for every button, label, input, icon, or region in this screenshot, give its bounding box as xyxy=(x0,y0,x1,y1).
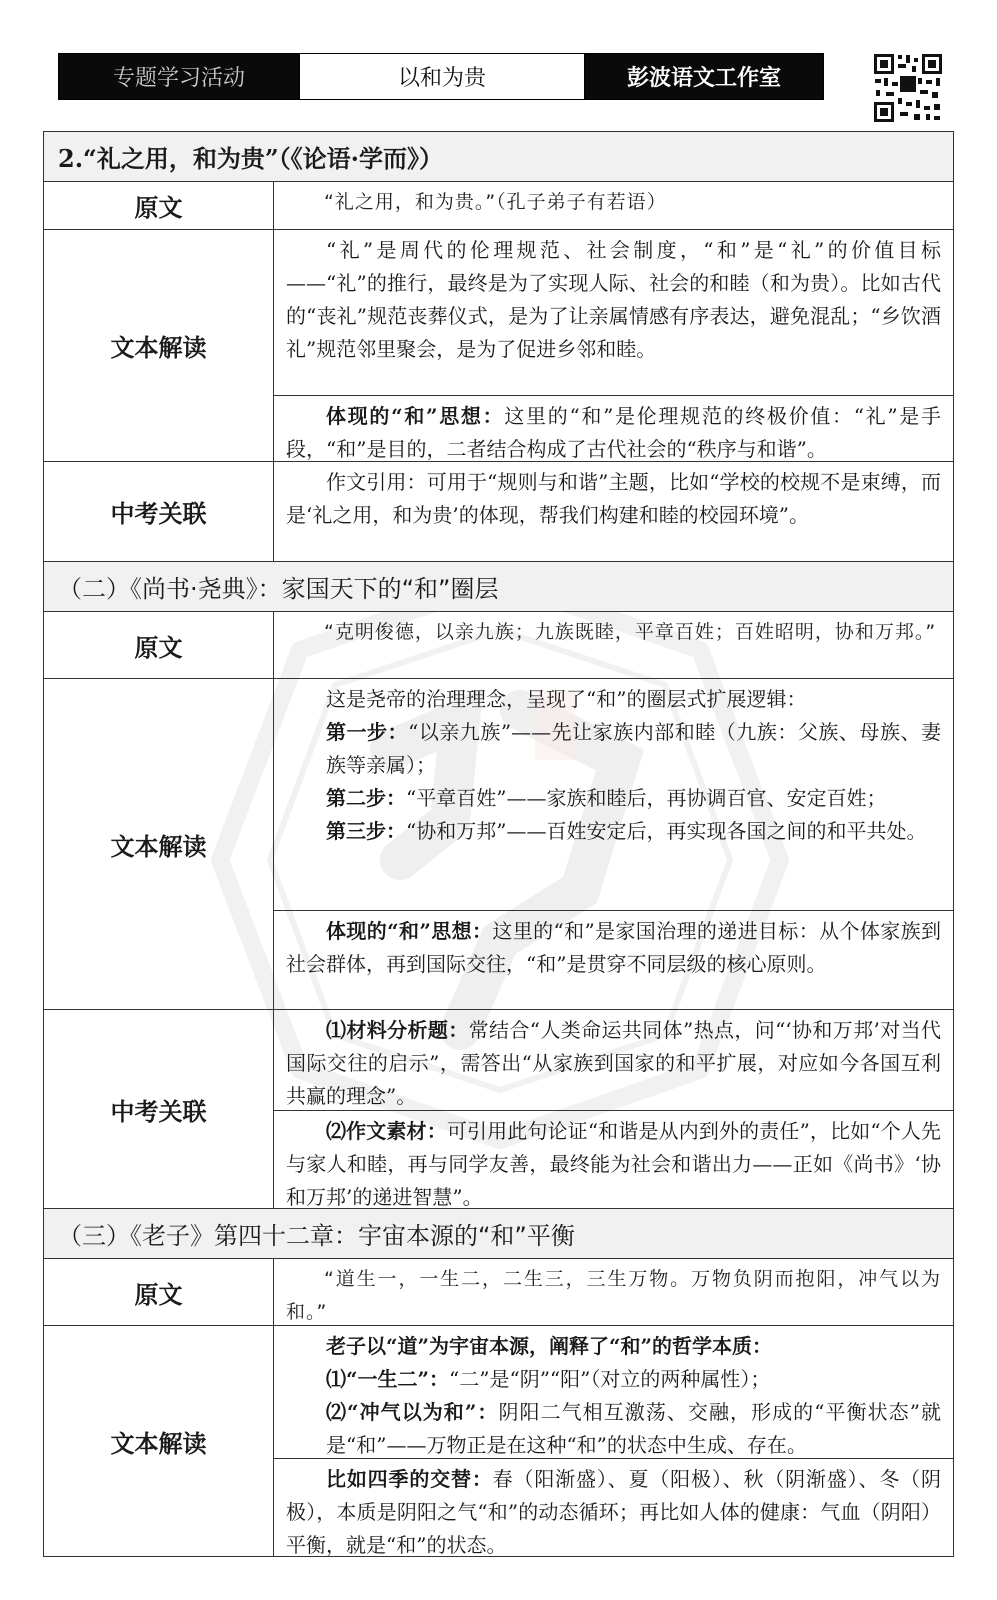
reading-label: 文本解读 xyxy=(44,679,274,1010)
point-1 xyxy=(286,1363,941,1396)
exam-label: 中考关联 xyxy=(44,462,274,562)
reading-intro: 老子以“道”为宇宙本源，阐释了“和”的哲学本质： xyxy=(326,1334,773,1358)
section-lunyu xyxy=(44,182,953,562)
point-1-label: ⑴“一生二”： xyxy=(326,1367,450,1391)
exam-label: 中考关联 xyxy=(44,1010,274,1209)
exam-cell xyxy=(274,462,953,562)
idea-text: 这里的“和”是家国治理的递进目标：从个体家族到社会群体，再到国际交往，“和”是贯穿不同层级的核心原则。 xyxy=(286,919,941,976)
original-cell xyxy=(274,1259,953,1326)
point-2-text: 阴阳二气相互激荡、交融，形成的“平衡状态”就是“和”——万物正是在这种“和”的状态中生成、存在。 xyxy=(326,1400,941,1457)
exam-item-2-label: ⑵作文素材： xyxy=(326,1119,447,1143)
reading-text: “礼”是周代的伦理规范、社会制度，“和”是“礼”的价值目标——“礼”的推行，最终是为了实现人际、社会的和睦（和为贵）。比如古代的“丧礼”规范丧葬仪式，是为了让亲属情感有序表达，避免混乱；“乡饮酒礼”规范邻里聚会，是为了促进乡邻和睦。 xyxy=(286,238,941,361)
example-paragraph xyxy=(274,1458,953,1566)
reading-steps xyxy=(274,679,953,910)
step-1-label: 第一步： xyxy=(326,720,409,744)
exam-item-2 xyxy=(274,1110,953,1218)
header-topic: 专题学习活动 xyxy=(59,54,299,99)
exam-text: 作文引用：可用于“规则与和谐”主题，比如“学校的校规不是束缚，而是‘礼之用，和为贵’的体现，帮我们构建和睦的校园环境”。 xyxy=(286,470,941,527)
original-text: “道生一，一生二，二生三，三生万物。万物负阴而抱阳，冲气以为和。” xyxy=(286,1268,941,1323)
section-title-laozi: （三）《老子》第四十二章：宇宙本源的“和”平衡 xyxy=(44,1209,953,1259)
step-1-text: “以亲九族”——先让家族内部和睦（九族：父族、母族、妻族等亲属）； xyxy=(326,720,941,777)
reading-intro: 这是尧帝的治理理念，呈现了“和”的圈层式扩展逻辑： xyxy=(326,687,807,711)
header-title: 以和为贵 xyxy=(299,54,585,99)
exam-cell xyxy=(274,1010,953,1209)
original-cell xyxy=(274,182,953,230)
exam-item-2-text: 可引用此句论证“和谐是从内到外的责任”，比如“个人先与家人和睦，再与同学友善，最终能为社会和谐出力——正如《尚书》‘协和万邦’的递进智慧”。 xyxy=(286,1119,941,1209)
idea-paragraph xyxy=(274,395,953,470)
point-2-label: ⑵“冲气以为和”： xyxy=(326,1400,499,1424)
step-1 xyxy=(286,716,941,782)
reading-cell xyxy=(274,230,953,462)
header-studio: 彭波语文工作室 xyxy=(585,54,823,99)
section-title-lunyu: 2.“礼之用，和为贵”（《论语·学而》） xyxy=(44,132,953,182)
qr-code-icon xyxy=(872,52,944,124)
step-2 xyxy=(286,782,941,815)
reading-label: 文本解读 xyxy=(44,1326,274,1556)
idea-paragraph xyxy=(274,910,953,985)
reading-cell xyxy=(274,1326,953,1556)
exam-item-1-label: ⑴材料分析题： xyxy=(326,1018,469,1042)
section-shangshu xyxy=(44,612,953,1209)
exam-item-1 xyxy=(274,1010,953,1110)
step-3-label: 第三步： xyxy=(326,819,406,843)
original-label: 原文 xyxy=(44,182,274,230)
original-label: 原文 xyxy=(44,612,274,679)
original-label: 原文 xyxy=(44,1259,274,1326)
reading-points xyxy=(274,1326,953,1458)
header-bar xyxy=(58,53,824,100)
step-3-text: “协和万邦”——百姓安定后，再实现各国之间的和平共处。 xyxy=(406,819,927,843)
original-cell xyxy=(274,612,953,679)
reading-label: 文本解读 xyxy=(44,230,274,462)
step-3 xyxy=(286,815,941,848)
example-label: 比如四季的交替： xyxy=(326,1467,493,1491)
idea-label: 体现的“和”思想： xyxy=(326,919,493,943)
document-table xyxy=(43,131,954,1557)
exam-item-1-text: 常结合“人类命运共同体”热点，问“‘协和万邦’对当代国际交往的启示”，需答出“从家族到国家的和平扩展，对应如今各国互利共赢的理念”。 xyxy=(286,1018,942,1108)
step-2-text: “平章百姓”——家族和睦后，再协调百官、安定百姓； xyxy=(406,786,887,810)
example-text: 春（阳渐盛）、夏（阳极）、秋（阴渐盛）、冬（阴极），本质是阴阳之气“和”的动态循环；再比如人体的健康：气血（阴阳）平衡，就是“和”的状态。 xyxy=(286,1467,942,1557)
idea-text: 这里的“和”是伦理规范的终极价值：“礼”是手段，“和”是目的，二者结合构成了古代社会的“秩序与和谐”。 xyxy=(286,404,941,461)
section-title-shangshu: （二）《尚书·尧典》：家国天下的“和”圈层 xyxy=(44,562,953,612)
original-text: “礼之用，和为贵。”（孔子弟子有若语） xyxy=(324,191,667,213)
idea-label: 体现的“和”思想： xyxy=(326,404,505,428)
reading-cell xyxy=(274,679,953,1010)
point-1-text: “二”是“阴”“阳”（对立的两种属性）； xyxy=(449,1367,771,1391)
section-laozi xyxy=(44,1259,953,1556)
original-text: “克明俊德，以亲九族；九族既睦，平章百姓；百姓昭明，协和万邦。” xyxy=(324,621,937,643)
point-2 xyxy=(286,1396,941,1462)
step-2-label: 第二步： xyxy=(326,786,406,810)
